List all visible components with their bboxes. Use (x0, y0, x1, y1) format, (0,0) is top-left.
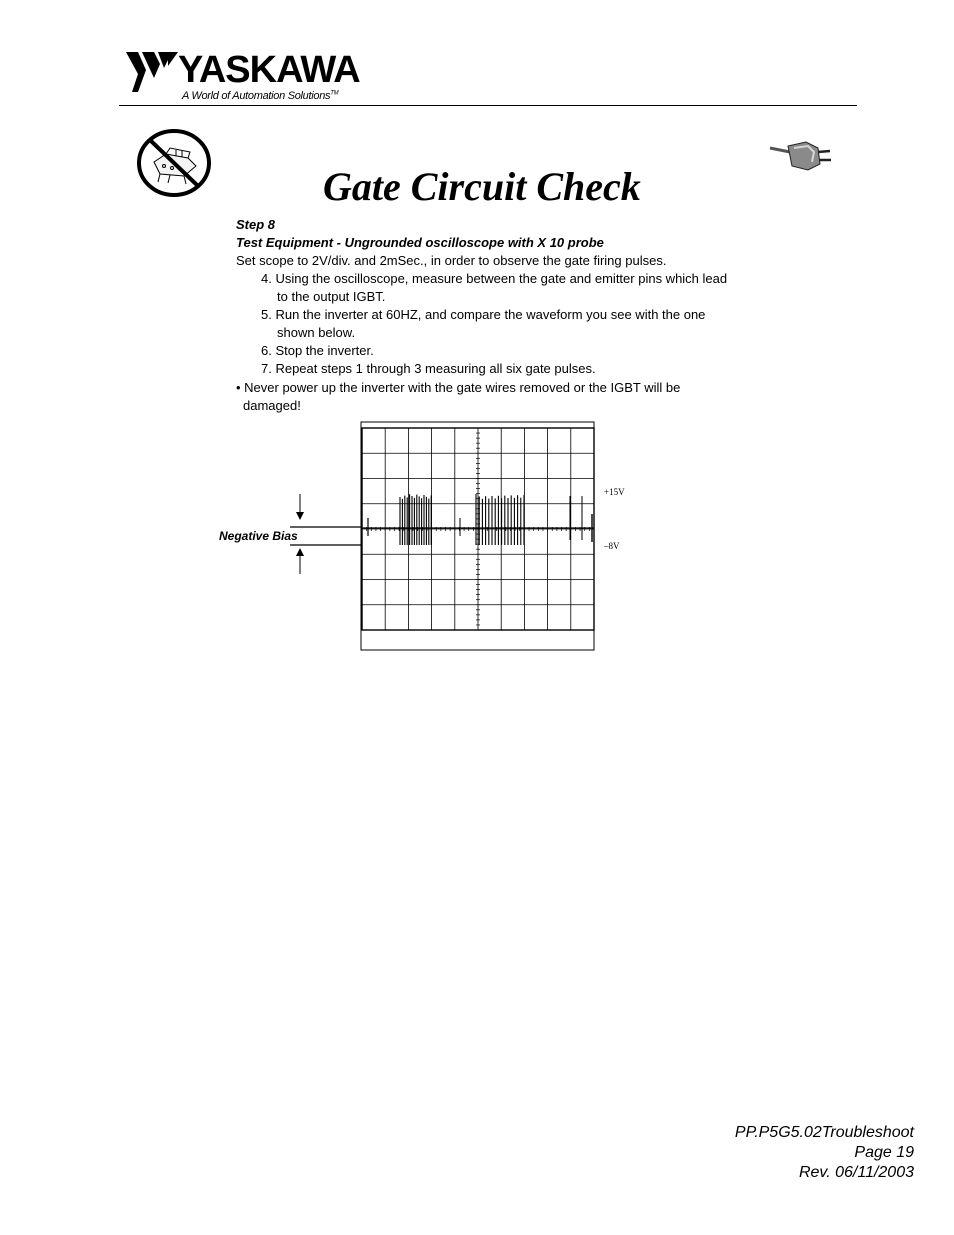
revision-date: Rev. 06/11/2003 (798, 1164, 914, 1181)
scope-frame (361, 422, 594, 650)
no-probe-icon (136, 128, 212, 198)
list-item: 4. Using the oscilloscope, measure between the gate and emitter pins which lead (261, 271, 728, 286)
yaskawa-logo (124, 46, 424, 106)
document-id: PP.P5G5.02Troubleshoot (734, 1124, 914, 1141)
step-label: Step 8 (236, 217, 276, 232)
yaskawa-swoosh-icon (124, 48, 180, 94)
warning-text-continuation: damaged! (243, 398, 301, 413)
negative-bias-arrows (290, 490, 370, 580)
page-number: Page 19 (854, 1144, 914, 1161)
scope-graticule (362, 428, 594, 630)
scope-setting-text: Set scope to 2V/div. and 2mSec., in order to observe the gate firing pulses. (236, 253, 667, 268)
plug-icon (768, 138, 832, 174)
list-item: 7. Repeat steps 1 through 3 measuring all six gate pulses. (261, 361, 596, 376)
list-item: 6. Stop the inverter. (261, 343, 374, 358)
page-title: Gate Circuit Check (323, 164, 641, 209)
list-item-continuation: shown below. (277, 325, 356, 340)
header-divider (119, 105, 857, 106)
level-high-label: +15V (604, 487, 625, 497)
level-low-label: –8V (604, 541, 620, 551)
test-equipment-label: Test Equipment - Ungrounded oscilloscope with X 10 probe (236, 235, 604, 250)
list-item-continuation: to the output IGBT. (277, 289, 386, 304)
brand-tagline: A World of Automation Solutions™ (182, 90, 339, 102)
list-item: 5. Run the inverter at 60HZ, and compare the waveform you see with the one (261, 307, 706, 322)
brand-wordmark: YASKAWA (178, 49, 360, 91)
negative-bias-label: Negative Bias (219, 529, 298, 543)
warning-text: • Never power up the inverter with the gate wires removed or the IGBT will be (236, 380, 681, 395)
oscilloscope-waveform (356, 418, 600, 654)
scope-outer-border (361, 422, 594, 650)
